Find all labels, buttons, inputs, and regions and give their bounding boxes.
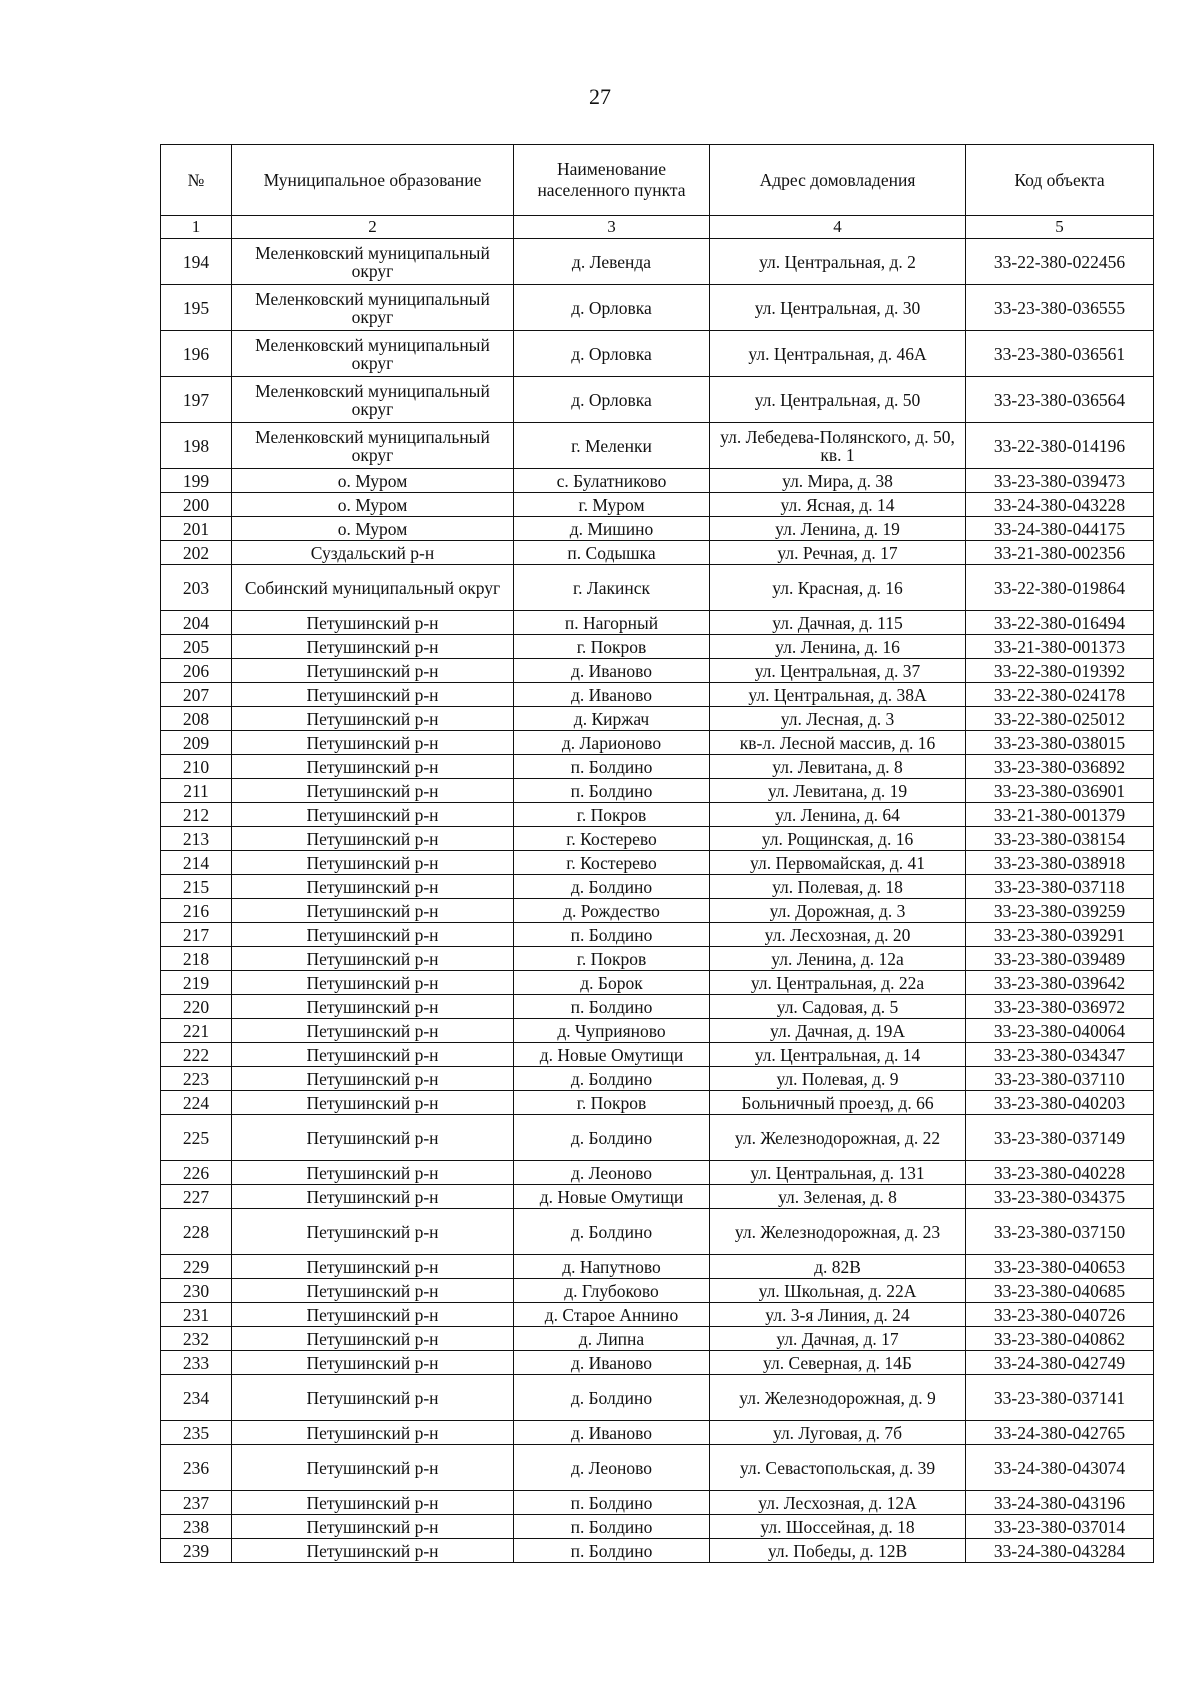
table-row: [161, 239, 1154, 285]
column-number: 1: [161, 216, 232, 239]
settlement-cell: д. Ларионово: [514, 731, 710, 755]
municipality-cell: Петушинский р-н: [232, 899, 514, 923]
municipality-cell: о. Муром: [232, 517, 514, 541]
table-row: [161, 947, 1154, 971]
row-number: 213: [161, 827, 232, 851]
object-code-cell: 33-23-380-040064: [966, 1019, 1154, 1043]
row-number: 232: [161, 1327, 232, 1351]
column-number: 5: [966, 216, 1154, 239]
municipality-cell: Меленковский муниципальный округ: [232, 285, 514, 331]
object-code-cell: 33-23-380-040726: [966, 1303, 1154, 1327]
object-code-cell: 33-22-380-014196: [966, 423, 1154, 469]
table-row: [161, 779, 1154, 803]
row-number: 200: [161, 493, 232, 517]
municipality-cell: Петушинский р-н: [232, 1539, 514, 1563]
settlement-cell: г. Покров: [514, 947, 710, 971]
row-number: 236: [161, 1445, 232, 1491]
row-number: 238: [161, 1515, 232, 1539]
address-cell: ул. Северная, д. 14Б: [710, 1351, 966, 1375]
settlement-cell: г. Лакинск: [514, 565, 710, 611]
column-header-address: Адрес домовладения: [710, 145, 966, 216]
municipality-cell: Петушинский р-н: [232, 995, 514, 1019]
object-code-cell: 33-23-380-036892: [966, 755, 1154, 779]
object-code-cell: 33-21-380-002356: [966, 541, 1154, 565]
settlement-cell: г. Покров: [514, 803, 710, 827]
row-number: 225: [161, 1115, 232, 1161]
table-row: [161, 565, 1154, 611]
settlement-cell: д. Иваново: [514, 683, 710, 707]
row-number: 198: [161, 423, 232, 469]
table-row: [161, 1185, 1154, 1209]
settlement-cell: д. Чуприяново: [514, 1019, 710, 1043]
address-cell: ул. Левитана, д. 19: [710, 779, 966, 803]
settlement-cell: д. Болдино: [514, 875, 710, 899]
settlement-cell: д. Болдино: [514, 1067, 710, 1091]
object-code-cell: 33-23-380-037110: [966, 1067, 1154, 1091]
municipality-cell: Петушинский р-н: [232, 947, 514, 971]
address-cell: ул. Центральная, д. 22а: [710, 971, 966, 995]
municipality-cell: Петушинский р-н: [232, 683, 514, 707]
object-code-cell: 33-24-380-044175: [966, 517, 1154, 541]
object-code-cell: 33-23-380-037150: [966, 1209, 1154, 1255]
municipality-cell: Меленковский муниципальный округ: [232, 423, 514, 469]
object-code-cell: 33-23-380-040685: [966, 1279, 1154, 1303]
table-row: [161, 541, 1154, 565]
row-number: 233: [161, 1351, 232, 1375]
municipality-cell: Петушинский р-н: [232, 971, 514, 995]
row-number: 199: [161, 469, 232, 493]
table-row: [161, 1115, 1154, 1161]
address-cell: ул. Лесная, д. 3: [710, 707, 966, 731]
municipality-cell: Петушинский р-н: [232, 1351, 514, 1375]
row-number: 216: [161, 899, 232, 923]
object-code-cell: 33-24-380-042749: [966, 1351, 1154, 1375]
row-number: 209: [161, 731, 232, 755]
municipality-cell: Петушинский р-н: [232, 803, 514, 827]
column-header-settlement: Наименование населенного пункта: [514, 145, 710, 216]
address-cell: ул. Центральная, д. 2: [710, 239, 966, 285]
municipality-cell: Петушинский р-н: [232, 1255, 514, 1279]
page-number: 27: [589, 84, 611, 109]
settlement-cell: д. Напутново: [514, 1255, 710, 1279]
table-row: [161, 635, 1154, 659]
table-row: [161, 285, 1154, 331]
column-header-number: №: [161, 145, 232, 216]
column-header-municipality: Муниципальное образование: [232, 145, 514, 216]
table-row: [161, 1161, 1154, 1185]
municipality-cell: Петушинский р-н: [232, 1421, 514, 1445]
object-code-cell: 33-23-380-038918: [966, 851, 1154, 875]
address-cell: ул. Ленина, д. 19: [710, 517, 966, 541]
municipality-cell: Петушинский р-н: [232, 731, 514, 755]
table-row: [161, 803, 1154, 827]
settlement-cell: г. Меленки: [514, 423, 710, 469]
settlement-cell: г. Костерево: [514, 827, 710, 851]
row-number: 212: [161, 803, 232, 827]
row-number: 218: [161, 947, 232, 971]
object-code-cell: 33-23-380-037118: [966, 875, 1154, 899]
table-row: [161, 1091, 1154, 1115]
table-row: [161, 1539, 1154, 1563]
row-number: 224: [161, 1091, 232, 1115]
table-row: [161, 1255, 1154, 1279]
row-number: 237: [161, 1491, 232, 1515]
address-cell: кв-л. Лесной массив, д. 16: [710, 731, 966, 755]
settlement-cell: д. Орловка: [514, 331, 710, 377]
municipality-cell: Петушинский р-н: [232, 1375, 514, 1421]
column-number: 2: [232, 216, 514, 239]
object-code-cell: 33-23-380-036555: [966, 285, 1154, 331]
settlement-cell: п. Болдино: [514, 1539, 710, 1563]
row-number: 215: [161, 875, 232, 899]
address-cell: ул. Луговая, д. 7б: [710, 1421, 966, 1445]
municipality-cell: Петушинский р-н: [232, 1161, 514, 1185]
municipality-cell: Петушинский р-н: [232, 707, 514, 731]
municipality-cell: Петушинский р-н: [232, 827, 514, 851]
object-code-cell: 33-23-380-039473: [966, 469, 1154, 493]
address-cell: ул. Победы, д. 12В: [710, 1539, 966, 1563]
object-code-cell: 33-23-380-039259: [966, 899, 1154, 923]
municipality-cell: Суздальский р-н: [232, 541, 514, 565]
settlement-cell: д. Леоново: [514, 1445, 710, 1491]
address-cell: ул. Левитана, д. 8: [710, 755, 966, 779]
object-code-cell: 33-22-380-025012: [966, 707, 1154, 731]
settlement-cell: д. Иваново: [514, 659, 710, 683]
municipality-cell: Петушинский р-н: [232, 1185, 514, 1209]
table-row: [161, 1279, 1154, 1303]
table-row: [161, 971, 1154, 995]
settlement-cell: д. Рождество: [514, 899, 710, 923]
address-cell: ул. 3-я Линия, д. 24: [710, 1303, 966, 1327]
table-row: [161, 469, 1154, 493]
municipality-cell: Петушинский р-н: [232, 1115, 514, 1161]
settlement-cell: д. Иваново: [514, 1351, 710, 1375]
table-body: [161, 239, 1154, 1563]
municipality-cell: Петушинский р-н: [232, 779, 514, 803]
address-cell: ул. Центральная, д. 30: [710, 285, 966, 331]
object-code-cell: 33-23-380-038154: [966, 827, 1154, 851]
municipality-cell: Петушинский р-н: [232, 1209, 514, 1255]
row-number: 234: [161, 1375, 232, 1421]
table-row: [161, 1067, 1154, 1091]
municipality-cell: Петушинский р-н: [232, 1445, 514, 1491]
settlement-cell: г. Муром: [514, 493, 710, 517]
object-code-cell: 33-22-380-019392: [966, 659, 1154, 683]
row-number: 222: [161, 1043, 232, 1067]
column-number-row: [161, 216, 1154, 239]
address-cell: ул. Ленина, д. 12а: [710, 947, 966, 971]
object-code-cell: 33-22-380-016494: [966, 611, 1154, 635]
municipality-cell: Меленковский муниципальный округ: [232, 239, 514, 285]
settlement-cell: г. Костерево: [514, 851, 710, 875]
table-row: [161, 899, 1154, 923]
table-row: [161, 1019, 1154, 1043]
table-row: [161, 995, 1154, 1019]
object-code-cell: 33-23-380-040228: [966, 1161, 1154, 1185]
row-number: 227: [161, 1185, 232, 1209]
row-number: 205: [161, 635, 232, 659]
column-number: 3: [514, 216, 710, 239]
row-number: 210: [161, 755, 232, 779]
row-number: 221: [161, 1019, 232, 1043]
object-code-cell: 33-23-380-040653: [966, 1255, 1154, 1279]
settlement-cell: д. Болдино: [514, 1115, 710, 1161]
object-code-cell: 33-23-380-034375: [966, 1185, 1154, 1209]
column-header-object-code: Код объекта: [966, 145, 1154, 216]
settlement-cell: п. Нагорный: [514, 611, 710, 635]
row-number: 196: [161, 331, 232, 377]
settlement-cell: п. Болдино: [514, 923, 710, 947]
address-cell: д. 82В: [710, 1255, 966, 1279]
table-row: [161, 731, 1154, 755]
address-cell: ул. Первомайская, д. 41: [710, 851, 966, 875]
table-row: [161, 423, 1154, 469]
row-number: 211: [161, 779, 232, 803]
table-row: [161, 827, 1154, 851]
address-cell: ул. Красная, д. 16: [710, 565, 966, 611]
row-number: 194: [161, 239, 232, 285]
object-code-cell: 33-23-380-039291: [966, 923, 1154, 947]
object-code-cell: 33-23-380-039489: [966, 947, 1154, 971]
municipality-cell: Петушинский р-н: [232, 1515, 514, 1539]
municipality-cell: Петушинский р-н: [232, 875, 514, 899]
municipality-cell: Меленковский муниципальный округ: [232, 377, 514, 423]
object-code-cell: 33-23-380-037014: [966, 1515, 1154, 1539]
settlement-cell: с. Булатниково: [514, 469, 710, 493]
table-row: [161, 1445, 1154, 1491]
municipality-cell: Петушинский р-н: [232, 1019, 514, 1043]
table-row: [161, 755, 1154, 779]
row-number: 214: [161, 851, 232, 875]
municipality-cell: Петушинский р-н: [232, 923, 514, 947]
municipality-cell: Меленковский муниципальный округ: [232, 331, 514, 377]
table-row: [161, 1375, 1154, 1421]
municipality-cell: Петушинский р-н: [232, 1491, 514, 1515]
row-number: 206: [161, 659, 232, 683]
row-number: 239: [161, 1539, 232, 1563]
settlement-cell: д. Орловка: [514, 377, 710, 423]
settlement-cell: д. Леоново: [514, 1161, 710, 1185]
row-number: 204: [161, 611, 232, 635]
address-cell: ул. Ясная, д. 14: [710, 493, 966, 517]
municipality-cell: Петушинский р-н: [232, 611, 514, 635]
address-cell: ул. Школьная, д. 22А: [710, 1279, 966, 1303]
municipality-cell: Петушинский р-н: [232, 635, 514, 659]
table-row: [161, 377, 1154, 423]
row-number: 217: [161, 923, 232, 947]
municipality-cell: Петушинский р-н: [232, 1091, 514, 1115]
row-number: 197: [161, 377, 232, 423]
address-cell: ул. Зеленая, д. 8: [710, 1185, 966, 1209]
address-cell: ул. Железнодорожная, д. 23: [710, 1209, 966, 1255]
object-code-cell: 33-23-380-037141: [966, 1375, 1154, 1421]
row-number: 203: [161, 565, 232, 611]
row-number: 208: [161, 707, 232, 731]
table-row: [161, 923, 1154, 947]
address-cell: ул. Центральная, д. 38А: [710, 683, 966, 707]
table-row: [161, 611, 1154, 635]
settlement-cell: д. Болдино: [514, 1209, 710, 1255]
settlement-cell: д. Липна: [514, 1327, 710, 1351]
settlement-cell: п. Болдино: [514, 1515, 710, 1539]
row-number: 207: [161, 683, 232, 707]
address-cell: ул. Полевая, д. 9: [710, 1067, 966, 1091]
table-row: [161, 875, 1154, 899]
address-cell: ул. Железнодорожная, д. 22: [710, 1115, 966, 1161]
municipality-cell: Петушинский р-н: [232, 1043, 514, 1067]
object-code-cell: 33-22-380-019864: [966, 565, 1154, 611]
address-cell: ул. Севастопольская, д. 39: [710, 1445, 966, 1491]
table-row: [161, 517, 1154, 541]
object-code-cell: 33-23-380-036561: [966, 331, 1154, 377]
municipality-cell: о. Муром: [232, 469, 514, 493]
table-row: [161, 331, 1154, 377]
row-number: 223: [161, 1067, 232, 1091]
object-code-cell: 33-23-380-037149: [966, 1115, 1154, 1161]
address-cell: ул. Дорожная, д. 3: [710, 899, 966, 923]
address-cell: ул. Железнодорожная, д. 9: [710, 1375, 966, 1421]
table-row: [161, 1327, 1154, 1351]
table-row: [161, 1421, 1154, 1445]
object-code-cell: 33-23-380-039642: [966, 971, 1154, 995]
households-table: [160, 144, 1154, 1563]
settlement-cell: д. Киржач: [514, 707, 710, 731]
address-cell: ул. Ленина, д. 16: [710, 635, 966, 659]
address-cell: ул. Ленина, д. 64: [710, 803, 966, 827]
address-cell: ул. Лебедева-Полянского, д. 50, кв. 1: [710, 423, 966, 469]
municipality-cell: Петушинский р-н: [232, 1067, 514, 1091]
address-cell: ул. Центральная, д. 37: [710, 659, 966, 683]
row-number: 229: [161, 1255, 232, 1279]
settlement-cell: г. Покров: [514, 635, 710, 659]
row-number: 228: [161, 1209, 232, 1255]
row-number: 231: [161, 1303, 232, 1327]
table-row: [161, 1491, 1154, 1515]
settlement-cell: д. Левенда: [514, 239, 710, 285]
object-code-cell: 33-21-380-001373: [966, 635, 1154, 659]
table-row: [161, 1209, 1154, 1255]
table-row: [161, 1303, 1154, 1327]
settlement-cell: д. Новые Омутищи: [514, 1185, 710, 1209]
table-row: [161, 683, 1154, 707]
object-code-cell: 33-23-380-040862: [966, 1327, 1154, 1351]
row-number: 202: [161, 541, 232, 565]
column-number: 4: [710, 216, 966, 239]
address-cell: ул. Центральная, д. 50: [710, 377, 966, 423]
table-row: [161, 851, 1154, 875]
address-cell: ул. Рощинская, д. 16: [710, 827, 966, 851]
object-code-cell: 33-22-380-024178: [966, 683, 1154, 707]
object-code-cell: 33-24-380-043284: [966, 1539, 1154, 1563]
address-cell: ул. Садовая, д. 5: [710, 995, 966, 1019]
settlement-cell: п. Болдино: [514, 995, 710, 1019]
settlement-cell: п. Болдино: [514, 755, 710, 779]
object-code-cell: 33-23-380-040203: [966, 1091, 1154, 1115]
settlement-cell: д. Старое Аннино: [514, 1303, 710, 1327]
address-cell: ул. Лесхозная, д. 12А: [710, 1491, 966, 1515]
municipality-cell: Петушинский р-н: [232, 1303, 514, 1327]
settlement-cell: д. Болдино: [514, 1375, 710, 1421]
settlement-cell: д. Орловка: [514, 285, 710, 331]
municipality-cell: Петушинский р-н: [232, 1327, 514, 1351]
object-code-cell: 33-24-380-042765: [966, 1421, 1154, 1445]
table-row: [161, 1351, 1154, 1375]
address-cell: ул. Дачная, д. 115: [710, 611, 966, 635]
address-cell: ул. Дачная, д. 17: [710, 1327, 966, 1351]
address-cell: ул. Центральная, д. 131: [710, 1161, 966, 1185]
municipality-cell: Петушинский р-н: [232, 851, 514, 875]
object-code-cell: 33-22-380-022456: [966, 239, 1154, 285]
table-row: [161, 1043, 1154, 1067]
municipality-cell: Петушинский р-н: [232, 1279, 514, 1303]
row-number: 230: [161, 1279, 232, 1303]
object-code-cell: 33-23-380-034347: [966, 1043, 1154, 1067]
object-code-cell: 33-23-380-036972: [966, 995, 1154, 1019]
address-cell: Больничный проезд, д. 66: [710, 1091, 966, 1115]
settlement-cell: д. Новые Омутищи: [514, 1043, 710, 1067]
object-code-cell: 33-24-380-043196: [966, 1491, 1154, 1515]
object-code-cell: 33-24-380-043074: [966, 1445, 1154, 1491]
address-cell: ул. Полевая, д. 18: [710, 875, 966, 899]
municipality-cell: о. Муром: [232, 493, 514, 517]
table-header-row: [161, 145, 1154, 216]
settlement-cell: д. Иваново: [514, 1421, 710, 1445]
address-cell: ул. Мира, д. 38: [710, 469, 966, 493]
table-row: [161, 659, 1154, 683]
settlement-cell: д. Борок: [514, 971, 710, 995]
row-number: 201: [161, 517, 232, 541]
object-code-cell: 33-24-380-043228: [966, 493, 1154, 517]
settlement-cell: п. Болдино: [514, 779, 710, 803]
object-code-cell: 33-23-380-036564: [966, 377, 1154, 423]
settlement-cell: п. Болдино: [514, 1491, 710, 1515]
municipality-cell: Петушинский р-н: [232, 659, 514, 683]
row-number: 219: [161, 971, 232, 995]
address-cell: ул. Дачная, д. 19А: [710, 1019, 966, 1043]
object-code-cell: 33-23-380-038015: [966, 731, 1154, 755]
settlement-cell: д. Глубоково: [514, 1279, 710, 1303]
row-number: 195: [161, 285, 232, 331]
row-number: 235: [161, 1421, 232, 1445]
address-cell: ул. Лесхозная, д. 20: [710, 923, 966, 947]
municipality-cell: Петушинский р-н: [232, 755, 514, 779]
object-code-cell: 33-23-380-036901: [966, 779, 1154, 803]
table-row: [161, 1515, 1154, 1539]
settlement-cell: д. Мишино: [514, 517, 710, 541]
address-cell: ул. Центральная, д. 14: [710, 1043, 966, 1067]
table-row: [161, 707, 1154, 731]
address-cell: ул. Шоссейная, д. 18: [710, 1515, 966, 1539]
object-code-cell: 33-21-380-001379: [966, 803, 1154, 827]
table-row: [161, 493, 1154, 517]
settlement-cell: г. Покров: [514, 1091, 710, 1115]
settlement-cell: п. Содышка: [514, 541, 710, 565]
row-number: 220: [161, 995, 232, 1019]
row-number: 226: [161, 1161, 232, 1185]
municipality-cell: Собинский муниципальный округ: [232, 565, 514, 611]
address-cell: ул. Речная, д. 17: [710, 541, 966, 565]
address-cell: ул. Центральная, д. 46А: [710, 331, 966, 377]
